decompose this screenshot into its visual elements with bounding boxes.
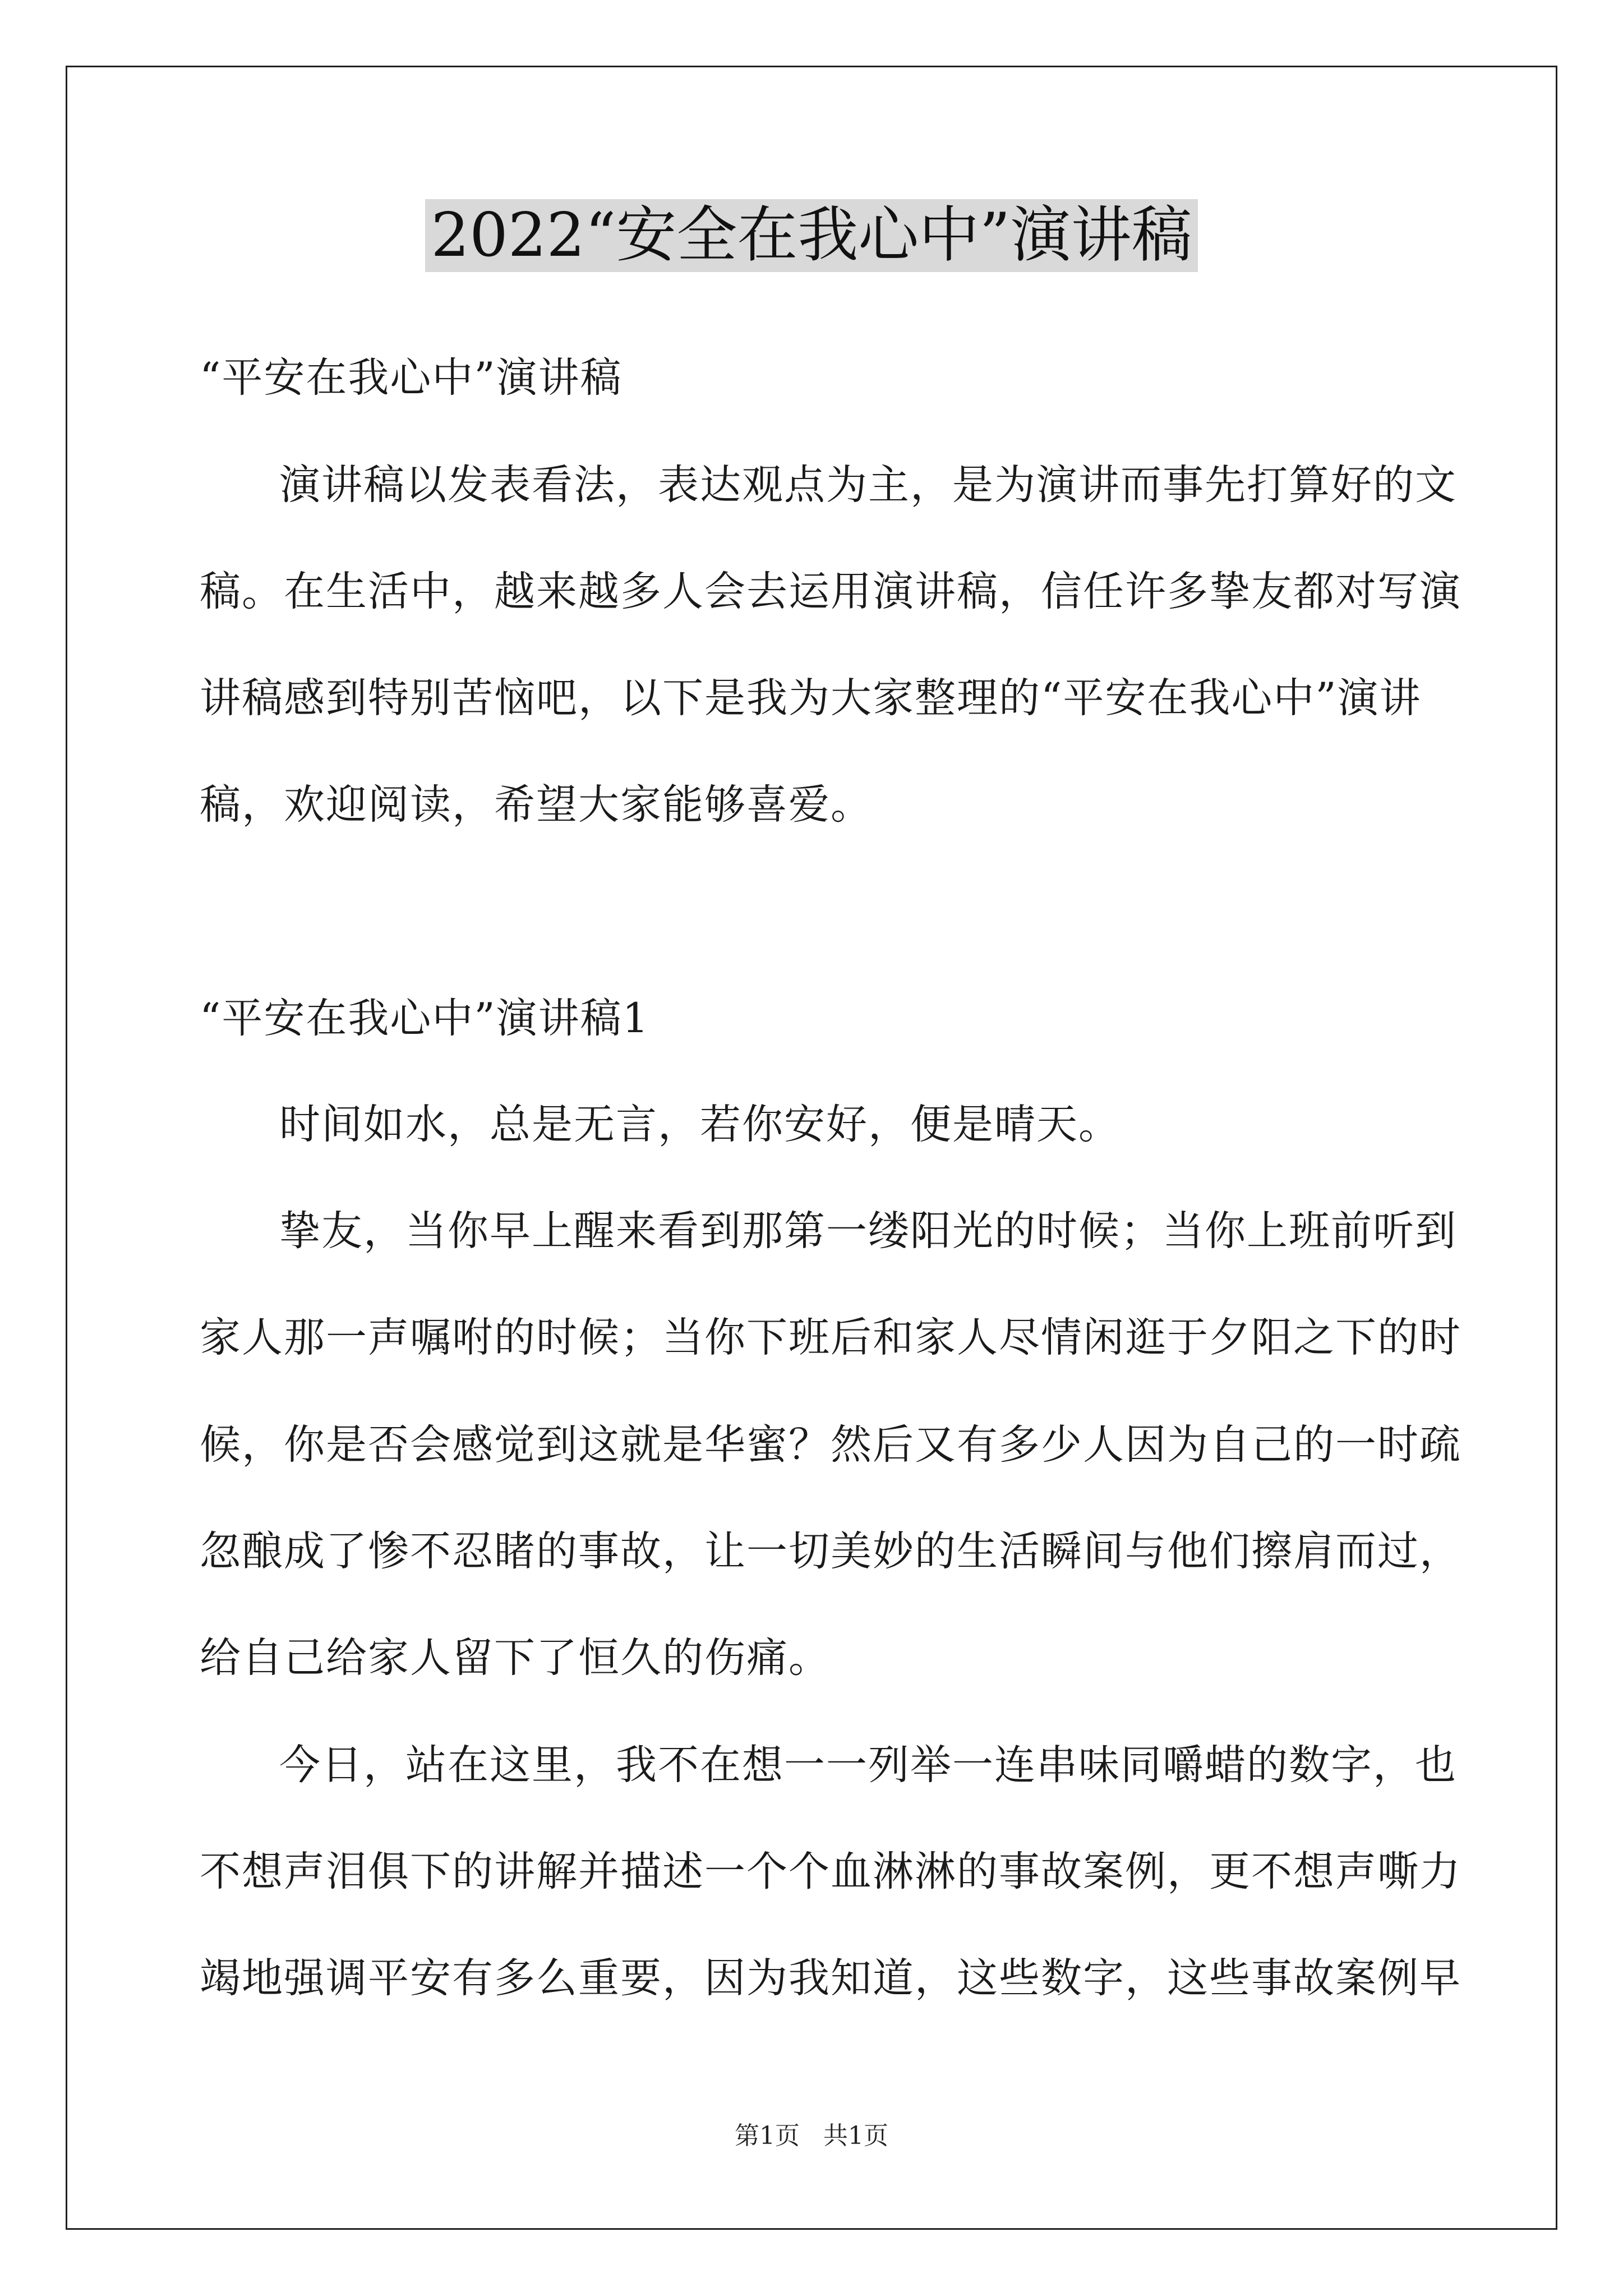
paragraph-line: 竭地强调平安有多么重要，因为我知道，这些数字，这些事故案例早 [200,1954,1461,2002]
page-number: 第1页 [735,2122,800,2150]
paragraph-line: 挚友，当你早上醒来看到那第一缕阳光的时候；当你上班前听到 [279,1207,1457,1255]
paragraph-line: 家人那一声嘱咐的时候；当你下班后和家人尽情闲逛于夕阳之下的时 [200,1314,1461,1361]
title-container [0,199,1623,272]
page-footer [0,2120,1623,2152]
paragraph-line: 候，你是否会感觉到这就是华蜜？然后又有多少人因为自己的一时疏 [200,1421,1461,1469]
paragraph-line: 讲稿感到特别苦恼吧，以下是我为大家整理的“平安在我心中”演讲 [200,674,1422,722]
paragraph-line: 给自己给家人留下了恒久的伤痛。 [200,1634,831,1682]
paragraph-line: 不想声泪俱下的讲解并描述一个个血淋淋的事故案例，更不想声嘶力 [200,1848,1461,1895]
section-heading: “平安在我心中”演讲稿1 [200,995,650,1042]
page-total: 共1页 [823,2122,888,2150]
paragraph-line: 稿，欢迎阅读，希望大家能够喜爱。 [200,781,873,829]
paragraph-line: 忽酿成了惨不忍睹的事故，让一切美妙的生活瞬间与他们擦肩而过， [200,1527,1461,1575]
paragraph-line: 今日，站在这里，我不在想一一列举一连串味同嚼蜡的数字，也 [279,1741,1457,1789]
paragraph-line: 演讲稿以发表看法，表达观点为主，是为演讲而事先打算好的文 [279,461,1457,509]
section-heading: “平安在我心中”演讲稿 [200,354,623,402]
paragraph-line: 时间如水，总是无言，若你安好，便是晴天。 [279,1101,1121,1148]
paragraph-line: 稿。在生活中，越来越多人会去运用演讲稿，信任许多挚友都对写演 [200,568,1461,615]
document-title: 2022“安全在我心中”演讲稿 [425,199,1197,272]
